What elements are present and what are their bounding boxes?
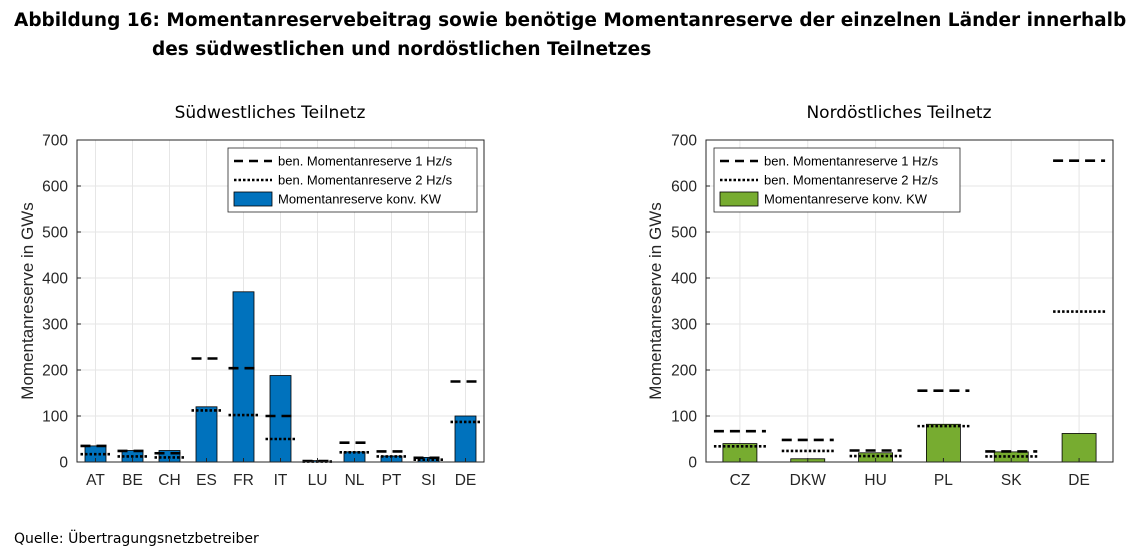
bar-FR [233,292,254,462]
x-tick-label: PL [933,472,953,489]
y-tick-label: 100 [671,408,697,426]
bar-IT [270,376,291,462]
chart-1 [646,103,1113,489]
y-tick-label: 0 [688,454,697,472]
x-tick-label: BE [122,472,143,489]
x-tick-label: NL [344,472,365,489]
y-tick-label: 400 [42,270,68,288]
legend-label: ben. Momentanreserve 1 Hz/s [764,153,939,169]
y-tick-label: 600 [42,178,68,196]
legend-label: ben. Momentanreserve 1 Hz/s [278,153,453,169]
x-tick-label: DKW [789,472,826,489]
x-tick-label: AT [86,472,105,489]
y-tick-label: 500 [671,224,697,242]
x-tick-label: LU [307,472,328,489]
chart-0 [18,103,484,489]
source-note: Quelle: Übertragungsnetzbetreiber [14,531,259,547]
y-axis-label: Momentanreserve in GWs [646,202,665,400]
bar-DE [1062,433,1096,462]
figure-title-line-1: Abbildung 16: Momentanreservebeitrag sowie benötige Momentanreserve der einzelnen Länder innerhalb [14,10,1127,31]
x-tick-label: CZ [729,472,751,489]
legend-label: ben. Momentanreserve 2 Hz/s [278,172,453,188]
x-tick-label: HU [864,472,887,489]
legend-swatch-bar [234,192,272,206]
x-tick-label: CH [158,472,181,489]
y-tick-label: 700 [42,132,68,150]
x-tick-label: IT [273,472,288,489]
x-tick-label: SI [421,472,436,489]
legend-label: Momentanreserve konv. KW [278,191,442,207]
y-tick-label: 200 [42,362,68,380]
chart-title: Südwestliches Teilnetz [174,103,366,123]
y-tick-label: 200 [671,362,697,380]
legend [228,148,477,212]
y-tick-label: 300 [671,316,697,334]
x-tick-label: DE [1068,472,1090,489]
y-tick-label: 600 [671,178,697,196]
y-tick-label: 400 [671,270,697,288]
x-tick-label: DE [454,472,477,489]
chart-title: Nordöstliches Teilnetz [806,103,992,123]
legend-swatch-bar [720,192,758,206]
y-tick-label: 100 [42,408,68,426]
y-tick-label: 0 [59,454,68,472]
bar-ES [196,407,217,462]
y-tick-label: 500 [42,224,68,242]
x-tick-label: SK [1000,472,1022,489]
x-tick-label: FR [233,472,254,489]
x-tick-label: PT [381,472,402,489]
legend [714,148,960,212]
bar-PL [926,424,960,462]
y-axis-label: Momentanreserve in GWs [18,202,37,400]
legend-label: ben. Momentanreserve 2 Hz/s [764,172,939,188]
x-tick-label: ES [196,472,217,489]
y-tick-label: 300 [42,316,68,334]
y-tick-label: 700 [671,132,697,150]
legend-label: Momentanreserve konv. KW [764,191,928,207]
figure-title-line-2: des südwestlichen und nordöstlichen Teilnetzes [152,39,652,60]
